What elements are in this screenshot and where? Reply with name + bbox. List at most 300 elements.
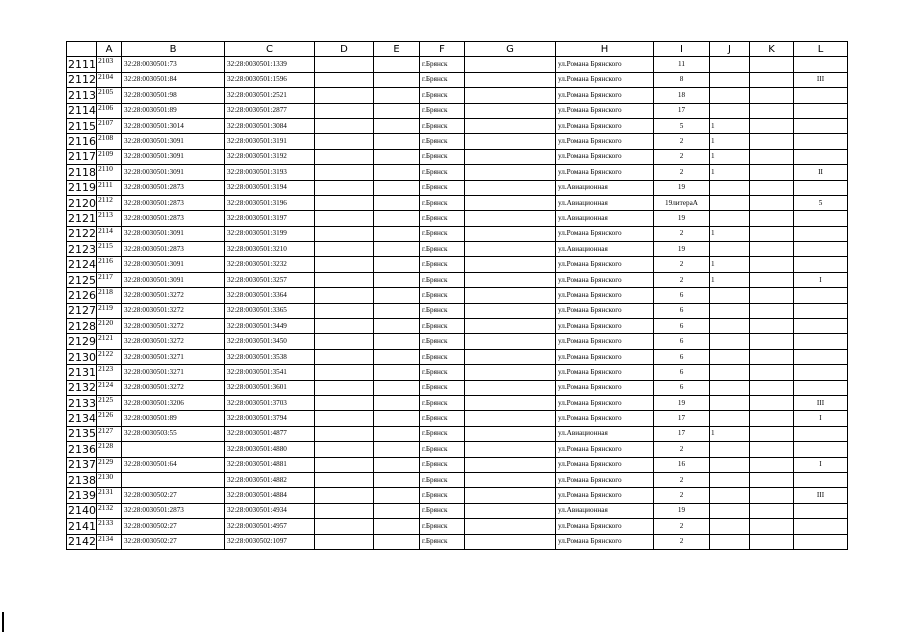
cell-l[interactable] xyxy=(794,426,848,441)
cell-a[interactable]: 2108 xyxy=(97,134,122,149)
cell-k[interactable] xyxy=(750,242,794,257)
cell-l[interactable] xyxy=(794,534,848,549)
cell-l[interactable] xyxy=(794,288,848,303)
cell-h[interactable]: ул.Авиационная xyxy=(556,242,654,257)
cell-k[interactable] xyxy=(750,488,794,503)
cell-b[interactable]: 32:28:0030503:55 xyxy=(122,426,225,441)
cell-c[interactable]: 32:28:0030501:3210 xyxy=(225,242,315,257)
cell-k[interactable] xyxy=(750,195,794,210)
cell-c[interactable]: 32:28:0030501:4884 xyxy=(225,488,315,503)
cell-l[interactable] xyxy=(794,118,848,133)
cell-i[interactable]: 2 xyxy=(654,165,710,180)
cell-g[interactable] xyxy=(465,242,556,257)
cell-h[interactable]: ул.Авиационная xyxy=(556,180,654,195)
cell-c[interactable]: 32:28:0030501:3257 xyxy=(225,272,315,287)
cell-i[interactable]: 16 xyxy=(654,457,710,472)
cell-j[interactable] xyxy=(710,519,750,534)
cell-f[interactable]: г.Брянск xyxy=(420,319,465,334)
cell-h[interactable]: ул.Романа Брянского xyxy=(556,519,654,534)
column-header-j[interactable]: J xyxy=(710,42,750,57)
cell-e[interactable] xyxy=(374,488,420,503)
row-number[interactable]: 2134 xyxy=(68,412,96,426)
cell-g[interactable] xyxy=(465,349,556,364)
cell-a[interactable]: 2124 xyxy=(97,380,122,395)
cell-e[interactable] xyxy=(374,411,420,426)
cell-e[interactable] xyxy=(374,534,420,549)
cell-l[interactable] xyxy=(794,319,848,334)
cell-k[interactable] xyxy=(750,134,794,149)
cell-j[interactable]: 1 xyxy=(710,134,750,149)
cell-h[interactable]: ул.Романа Брянского xyxy=(556,165,654,180)
cell-g[interactable] xyxy=(465,134,556,149)
cell-k[interactable] xyxy=(750,211,794,226)
cell-j[interactable] xyxy=(710,195,750,210)
cell-b[interactable]: 32:28:0030501:73 xyxy=(122,57,225,72)
cell-j[interactable] xyxy=(710,365,750,380)
cell-e[interactable] xyxy=(374,57,420,72)
cell-i[interactable]: 2 xyxy=(654,488,710,503)
cell-h[interactable]: ул.Романа Брянского xyxy=(556,334,654,349)
cell-k[interactable] xyxy=(750,226,794,241)
cell-e[interactable] xyxy=(374,349,420,364)
cell-g[interactable] xyxy=(465,118,556,133)
cell-h[interactable]: ул.Романа Брянского xyxy=(556,257,654,272)
row-number[interactable]: 2142 xyxy=(68,535,96,549)
cell-b[interactable]: 32:28:0030501:89 xyxy=(122,411,225,426)
cell-f[interactable]: г.Брянск xyxy=(420,257,465,272)
cell-b[interactable]: 32:28:0030501:3272 xyxy=(122,288,225,303)
cell-d[interactable] xyxy=(315,226,374,241)
row-number[interactable]: 2131 xyxy=(68,365,96,379)
cell-c[interactable]: 32:28:0030501:4957 xyxy=(225,519,315,534)
cell-c[interactable]: 32:28:0030501:3449 xyxy=(225,319,315,334)
cell-k[interactable] xyxy=(750,303,794,318)
cell-i[interactable]: 17 xyxy=(654,426,710,441)
cell-k[interactable] xyxy=(750,165,794,180)
cell-j[interactable] xyxy=(710,242,750,257)
cell-i[interactable]: 6 xyxy=(654,288,710,303)
cell-f[interactable]: г.Брянск xyxy=(420,242,465,257)
cell-j[interactable] xyxy=(710,88,750,103)
cell-f[interactable]: г.Брянск xyxy=(420,272,465,287)
cell-d[interactable] xyxy=(315,303,374,318)
row-number[interactable]: 2119 xyxy=(68,181,96,195)
cell-c[interactable]: 32:28:0030501:3703 xyxy=(225,395,315,410)
cell-g[interactable] xyxy=(465,411,556,426)
row-number[interactable]: 2120 xyxy=(68,196,96,210)
cell-a[interactable]: 2130 xyxy=(97,472,122,487)
cell-e[interactable] xyxy=(374,242,420,257)
cell-b[interactable]: 32:28:0030501:3272 xyxy=(122,303,225,318)
cell-k[interactable] xyxy=(750,319,794,334)
column-header-d[interactable]: D xyxy=(315,42,374,57)
cell-k[interactable] xyxy=(750,118,794,133)
cell-l[interactable] xyxy=(794,103,848,118)
cell-i[interactable]: 2 xyxy=(654,257,710,272)
cell-c[interactable]: 32:28:0030501:3084 xyxy=(225,118,315,133)
row-number[interactable]: 2127 xyxy=(68,304,96,318)
cell-k[interactable] xyxy=(750,442,794,457)
cell-c[interactable]: 32:28:0030501:4880 xyxy=(225,442,315,457)
cell-f[interactable]: г.Брянск xyxy=(420,165,465,180)
cell-d[interactable] xyxy=(315,257,374,272)
cell-j[interactable] xyxy=(710,103,750,118)
cell-l[interactable]: I xyxy=(794,457,848,472)
cell-h[interactable]: ул.Романа Брянского xyxy=(556,88,654,103)
cell-i[interactable]: 6 xyxy=(654,349,710,364)
cell-l[interactable] xyxy=(794,149,848,164)
cell-f[interactable]: г.Брянск xyxy=(420,288,465,303)
cell-f[interactable]: г.Брянск xyxy=(420,380,465,395)
cell-f[interactable]: г.Брянск xyxy=(420,118,465,133)
cell-d[interactable] xyxy=(315,288,374,303)
cell-f[interactable]: г.Брянск xyxy=(420,411,465,426)
cell-l[interactable] xyxy=(794,365,848,380)
cell-c[interactable]: 32:28:0030502:1097 xyxy=(225,534,315,549)
cell-j[interactable]: 1 xyxy=(710,226,750,241)
cell-b[interactable]: 32:28:0030501:2873 xyxy=(122,180,225,195)
cell-b[interactable]: 32:28:0030501:3272 xyxy=(122,319,225,334)
row-number[interactable]: 2132 xyxy=(68,381,96,395)
cell-g[interactable] xyxy=(465,103,556,118)
cell-d[interactable] xyxy=(315,472,374,487)
cell-g[interactable] xyxy=(465,57,556,72)
cell-i[interactable]: 17 xyxy=(654,103,710,118)
cell-b[interactable]: 32:28:0030502:27 xyxy=(122,519,225,534)
cell-f[interactable]: г.Брянск xyxy=(420,103,465,118)
cell-i[interactable]: 19 xyxy=(654,503,710,518)
cell-a[interactable]: 2131 xyxy=(97,488,122,503)
cell-e[interactable] xyxy=(374,272,420,287)
cell-c[interactable]: 32:28:0030501:3194 xyxy=(225,180,315,195)
cell-l[interactable] xyxy=(794,134,848,149)
cell-c[interactable]: 32:28:0030501:3197 xyxy=(225,211,315,226)
cell-d[interactable] xyxy=(315,411,374,426)
cell-d[interactable] xyxy=(315,103,374,118)
cell-i[interactable]: 17 xyxy=(654,411,710,426)
cell-f[interactable]: г.Брянск xyxy=(420,488,465,503)
cell-h[interactable]: ул.Авиационная xyxy=(556,211,654,226)
row-number[interactable]: 2118 xyxy=(68,165,96,179)
row-number[interactable]: 2123 xyxy=(68,242,96,256)
cell-k[interactable] xyxy=(750,288,794,303)
column-header-l[interactable]: L xyxy=(794,42,848,57)
cell-c[interactable]: 32:28:0030501:4934 xyxy=(225,503,315,518)
cell-b[interactable]: 32:28:0030502:27 xyxy=(122,534,225,549)
cell-k[interactable] xyxy=(750,272,794,287)
cell-k[interactable] xyxy=(750,349,794,364)
cell-h[interactable]: ул.Романа Брянского xyxy=(556,380,654,395)
cell-f[interactable]: г.Брянск xyxy=(420,503,465,518)
cell-j[interactable] xyxy=(710,395,750,410)
cell-d[interactable] xyxy=(315,180,374,195)
cell-d[interactable] xyxy=(315,72,374,87)
cell-l[interactable] xyxy=(794,442,848,457)
cell-l[interactable]: III xyxy=(794,395,848,410)
cell-l[interactable] xyxy=(794,257,848,272)
cell-d[interactable] xyxy=(315,149,374,164)
cell-l[interactable] xyxy=(794,334,848,349)
cell-c[interactable]: 32:28:0030501:3193 xyxy=(225,165,315,180)
row-number[interactable]: 2117 xyxy=(68,150,96,164)
cell-c[interactable]: 32:28:0030501:1596 xyxy=(225,72,315,87)
cell-g[interactable] xyxy=(465,380,556,395)
cell-j[interactable]: 1 xyxy=(710,118,750,133)
cell-g[interactable] xyxy=(465,195,556,210)
cell-e[interactable] xyxy=(374,165,420,180)
cell-b[interactable]: 32:28:0030501:3091 xyxy=(122,257,225,272)
cell-j[interactable] xyxy=(710,488,750,503)
cell-e[interactable] xyxy=(374,442,420,457)
cell-l[interactable] xyxy=(794,380,848,395)
cell-f[interactable]: г.Брянск xyxy=(420,149,465,164)
cell-l[interactable] xyxy=(794,180,848,195)
cell-i[interactable]: 6 xyxy=(654,319,710,334)
cell-i[interactable]: 6 xyxy=(654,334,710,349)
cell-a[interactable]: 2109 xyxy=(97,149,122,164)
cell-j[interactable] xyxy=(710,334,750,349)
cell-d[interactable] xyxy=(315,118,374,133)
cell-i[interactable]: 6 xyxy=(654,380,710,395)
column-header-a[interactable]: A xyxy=(97,42,122,57)
cell-e[interactable] xyxy=(374,103,420,118)
cell-k[interactable] xyxy=(750,57,794,72)
cell-j[interactable] xyxy=(710,349,750,364)
cell-g[interactable] xyxy=(465,211,556,226)
cell-a[interactable]: 2126 xyxy=(97,411,122,426)
cell-a[interactable]: 2123 xyxy=(97,365,122,380)
cell-h[interactable]: ул.Романа Брянского xyxy=(556,72,654,87)
cell-b[interactable]: 32:28:0030501:3271 xyxy=(122,349,225,364)
cell-h[interactable]: ул.Романа Брянского xyxy=(556,488,654,503)
cell-b[interactable]: 32:28:0030501:3272 xyxy=(122,380,225,395)
cell-a[interactable]: 2107 xyxy=(97,118,122,133)
column-header-e[interactable]: E xyxy=(374,42,420,57)
column-header-g[interactable]: G xyxy=(465,42,556,57)
cell-c[interactable]: 32:28:0030501:4881 xyxy=(225,457,315,472)
cell-f[interactable]: г.Брянск xyxy=(420,180,465,195)
cell-j[interactable] xyxy=(710,534,750,549)
cell-f[interactable]: г.Брянск xyxy=(420,457,465,472)
row-number[interactable]: 2114 xyxy=(68,104,96,118)
cell-k[interactable] xyxy=(750,426,794,441)
cell-e[interactable] xyxy=(374,72,420,87)
cell-f[interactable]: г.Брянск xyxy=(420,226,465,241)
cell-i[interactable]: 19 xyxy=(654,242,710,257)
cell-c[interactable]: 32:28:0030501:3794 xyxy=(225,411,315,426)
cell-f[interactable]: г.Брянск xyxy=(420,134,465,149)
cell-c[interactable]: 32:28:0030501:3601 xyxy=(225,380,315,395)
cell-a[interactable]: 2110 xyxy=(97,165,122,180)
cell-j[interactable] xyxy=(710,180,750,195)
column-header-f[interactable]: F xyxy=(420,42,465,57)
cell-k[interactable] xyxy=(750,395,794,410)
cell-h[interactable]: ул.Романа Брянского xyxy=(556,118,654,133)
cell-a[interactable]: 2128 xyxy=(97,442,122,457)
cell-g[interactable] xyxy=(465,534,556,549)
column-header-b[interactable]: B xyxy=(122,42,225,57)
cell-a[interactable]: 2127 xyxy=(97,426,122,441)
cell-g[interactable] xyxy=(465,272,556,287)
cell-l[interactable] xyxy=(794,503,848,518)
cell-j[interactable]: 1 xyxy=(710,272,750,287)
cell-j[interactable] xyxy=(710,380,750,395)
cell-a[interactable]: 2117 xyxy=(97,272,122,287)
cell-b[interactable]: 32:28:0030501:3014 xyxy=(122,118,225,133)
cell-j[interactable] xyxy=(710,457,750,472)
cell-e[interactable] xyxy=(374,457,420,472)
cell-l[interactable] xyxy=(794,303,848,318)
cell-b[interactable] xyxy=(122,442,225,457)
corner-cell[interactable] xyxy=(67,42,97,57)
cell-c[interactable]: 32:28:0030501:3232 xyxy=(225,257,315,272)
cell-k[interactable] xyxy=(750,457,794,472)
cell-l[interactable]: II xyxy=(794,165,848,180)
cell-j[interactable]: 1 xyxy=(710,149,750,164)
cell-h[interactable]: ул.Романа Брянского xyxy=(556,365,654,380)
cell-a[interactable]: 2125 xyxy=(97,395,122,410)
cell-a[interactable]: 2113 xyxy=(97,211,122,226)
cell-h[interactable]: ул.Романа Брянского xyxy=(556,57,654,72)
cell-d[interactable] xyxy=(315,272,374,287)
cell-e[interactable] xyxy=(374,149,420,164)
cell-d[interactable] xyxy=(315,134,374,149)
cell-c[interactable]: 32:28:0030501:3365 xyxy=(225,303,315,318)
cell-h[interactable]: ул.Авиационная xyxy=(556,195,654,210)
cell-i[interactable]: 18 xyxy=(654,88,710,103)
cell-l[interactable]: III xyxy=(794,72,848,87)
row-number[interactable]: 2140 xyxy=(68,504,96,518)
cell-l[interactable]: I xyxy=(794,411,848,426)
cell-f[interactable]: г.Брянск xyxy=(420,303,465,318)
cell-a[interactable]: 2112 xyxy=(97,195,122,210)
cell-f[interactable]: г.Брянск xyxy=(420,334,465,349)
cell-b[interactable]: 32:28:0030501:3091 xyxy=(122,165,225,180)
cell-i[interactable]: 6 xyxy=(654,365,710,380)
cell-b[interactable]: 32:28:0030501:64 xyxy=(122,457,225,472)
cell-e[interactable] xyxy=(374,319,420,334)
cell-e[interactable] xyxy=(374,395,420,410)
cell-e[interactable] xyxy=(374,257,420,272)
cell-b[interactable]: 32:28:0030501:3271 xyxy=(122,365,225,380)
cell-i[interactable]: 2 xyxy=(654,226,710,241)
cell-l[interactable] xyxy=(794,242,848,257)
cell-j[interactable] xyxy=(710,411,750,426)
column-header-c[interactable]: C xyxy=(225,42,315,57)
cell-i[interactable]: 6 xyxy=(654,303,710,318)
row-number[interactable]: 2122 xyxy=(68,227,96,241)
cell-l[interactable] xyxy=(794,88,848,103)
cell-d[interactable] xyxy=(315,57,374,72)
cell-i[interactable]: 2 xyxy=(654,519,710,534)
row-number[interactable]: 2113 xyxy=(68,88,96,102)
cell-d[interactable] xyxy=(315,195,374,210)
cell-f[interactable]: г.Брянск xyxy=(420,472,465,487)
cell-i[interactable]: 8 xyxy=(654,72,710,87)
cell-k[interactable] xyxy=(750,149,794,164)
cell-g[interactable] xyxy=(465,88,556,103)
cell-b[interactable]: 32:28:0030502:27 xyxy=(122,488,225,503)
cell-i[interactable]: 2 xyxy=(654,149,710,164)
cell-a[interactable]: 2133 xyxy=(97,519,122,534)
cell-d[interactable] xyxy=(315,534,374,549)
cell-b[interactable]: 32:28:0030501:2873 xyxy=(122,503,225,518)
cell-j[interactable] xyxy=(710,303,750,318)
cell-g[interactable] xyxy=(465,165,556,180)
cell-i[interactable]: 2 xyxy=(654,442,710,457)
column-header-i[interactable]: I xyxy=(654,42,710,57)
cell-e[interactable] xyxy=(374,426,420,441)
cell-a[interactable]: 2132 xyxy=(97,503,122,518)
cell-k[interactable] xyxy=(750,72,794,87)
cell-f[interactable]: г.Брянск xyxy=(420,57,465,72)
cell-h[interactable]: ул.Романа Брянского xyxy=(556,226,654,241)
cell-g[interactable] xyxy=(465,488,556,503)
cell-d[interactable] xyxy=(315,211,374,226)
cell-l[interactable] xyxy=(794,57,848,72)
row-number[interactable]: 2133 xyxy=(68,396,96,410)
cell-j[interactable]: 1 xyxy=(710,257,750,272)
cell-l[interactable] xyxy=(794,349,848,364)
cell-f[interactable]: г.Брянск xyxy=(420,442,465,457)
cell-c[interactable]: 32:28:0030501:1339 xyxy=(225,57,315,72)
cell-h[interactable]: ул.Романа Брянского xyxy=(556,411,654,426)
cell-e[interactable] xyxy=(374,195,420,210)
cell-g[interactable] xyxy=(465,303,556,318)
cell-e[interactable] xyxy=(374,365,420,380)
cell-c[interactable]: 32:28:0030501:3191 xyxy=(225,134,315,149)
cell-j[interactable]: 1 xyxy=(710,426,750,441)
cell-a[interactable]: 2111 xyxy=(97,180,122,195)
cell-k[interactable] xyxy=(750,472,794,487)
cell-c[interactable]: 32:28:0030501:3192 xyxy=(225,149,315,164)
cell-c[interactable]: 32:28:0030501:2521 xyxy=(225,88,315,103)
cell-g[interactable] xyxy=(465,149,556,164)
cell-g[interactable] xyxy=(465,72,556,87)
cell-g[interactable] xyxy=(465,180,556,195)
cell-f[interactable]: г.Брянск xyxy=(420,88,465,103)
cell-a[interactable]: 2119 xyxy=(97,303,122,318)
cell-h[interactable]: ул.Романа Брянского xyxy=(556,134,654,149)
cell-g[interactable] xyxy=(465,472,556,487)
cell-d[interactable] xyxy=(315,457,374,472)
cell-k[interactable] xyxy=(750,334,794,349)
row-number[interactable]: 2111 xyxy=(68,58,96,72)
row-number[interactable]: 2135 xyxy=(68,427,96,441)
cell-a[interactable]: 2114 xyxy=(97,226,122,241)
cell-i[interactable]: 19литераА xyxy=(654,195,710,210)
row-number[interactable]: 2125 xyxy=(68,273,96,287)
cell-c[interactable]: 32:28:0030501:3364 xyxy=(225,288,315,303)
cell-g[interactable] xyxy=(465,442,556,457)
cell-c[interactable]: 32:28:0030501:3538 xyxy=(225,349,315,364)
cell-g[interactable] xyxy=(465,257,556,272)
cell-k[interactable] xyxy=(750,365,794,380)
cell-j[interactable] xyxy=(710,211,750,226)
cell-j[interactable] xyxy=(710,288,750,303)
cell-g[interactable] xyxy=(465,226,556,241)
cell-d[interactable] xyxy=(315,242,374,257)
cell-d[interactable] xyxy=(315,380,374,395)
cell-c[interactable]: 32:28:0030501:4882 xyxy=(225,472,315,487)
cell-d[interactable] xyxy=(315,349,374,364)
cell-a[interactable]: 2115 xyxy=(97,242,122,257)
row-number[interactable]: 2116 xyxy=(68,135,96,149)
cell-k[interactable] xyxy=(750,534,794,549)
cell-c[interactable]: 32:28:0030501:3450 xyxy=(225,334,315,349)
cell-d[interactable] xyxy=(315,519,374,534)
cell-i[interactable]: 2 xyxy=(654,472,710,487)
